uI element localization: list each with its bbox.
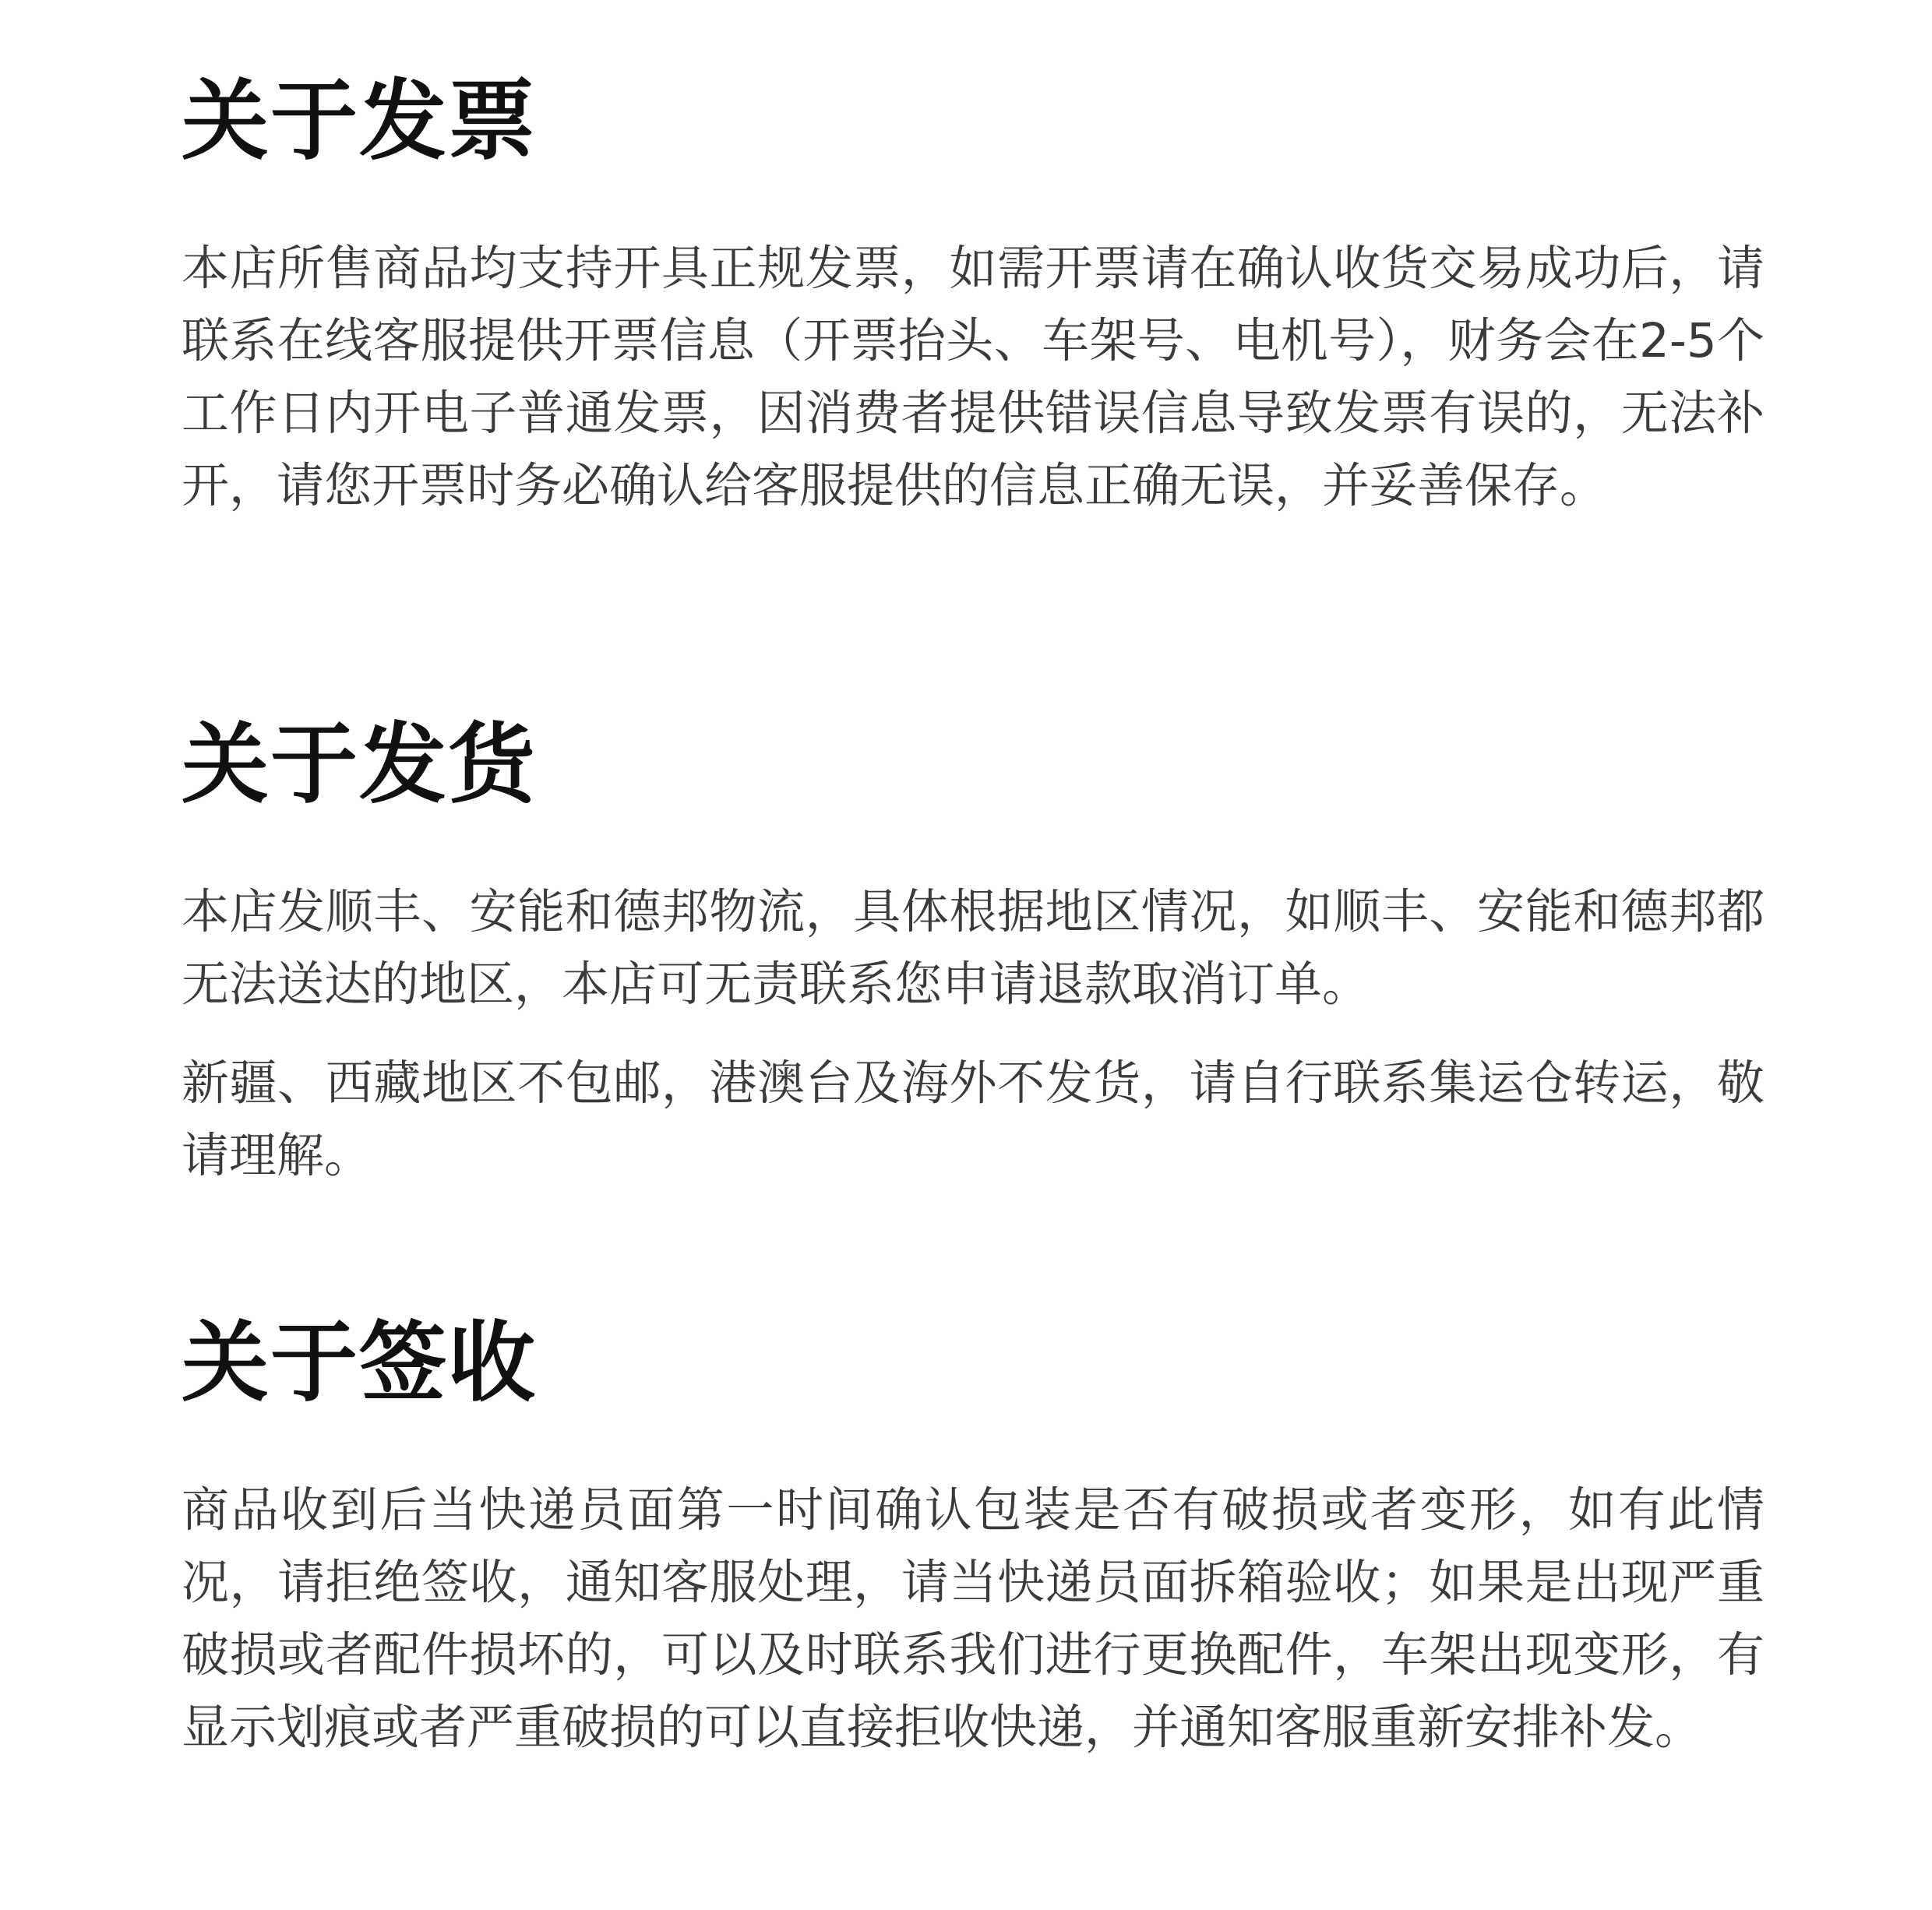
shipping-paragraph-carriers: 本店发顺丰、安能和德邦物流，具体根据地区情况，如顺丰、安能和德邦都无法送达的地区，本店可无责联系您申请退款取消订单。 xyxy=(182,884,1765,1012)
shipping-title: 关于发货 xyxy=(182,714,537,816)
receipt-title: 关于签收 xyxy=(182,1313,537,1414)
receipt-paragraph: 商品收到后当快递员面第一时间确认包装是否有破损或者变形，如有此情况，请拒绝签收，通知客服处理，请当快递员面拆箱验收；如果是出现严重破损或者配件损坏的，可以及时联系我们进行更换配件，车架出现变形，有显示划痕或者严重破损的可以直接拒收快递，并通知客服重新安排补发。 xyxy=(182,1482,1765,1755)
invoice-section xyxy=(182,67,1765,522)
shipping-paragraph-regions: 新疆、西藏地区不包邮，港澳台及海外不发货，请自行联系集运仓转运，敬请理解。 xyxy=(182,1055,1765,1183)
invoice-paragraph: 本店所售商品均支持开具正规发票，如需开票请在确认收货交易成功后，请联系在线客服提供开票信息（开票抬头、车架号、电机号），财务会在2-5个工作日内开电子普通发票，因消费者提供错误信息导致发票有误的，无法补开，请您开票时务必确认给客服提供的信息正确无误，并妥善保存。 xyxy=(182,241,1765,513)
receipt-section xyxy=(182,1309,1765,1764)
invoice-title: 关于发票 xyxy=(182,71,537,172)
shipping-section xyxy=(182,710,1765,1192)
